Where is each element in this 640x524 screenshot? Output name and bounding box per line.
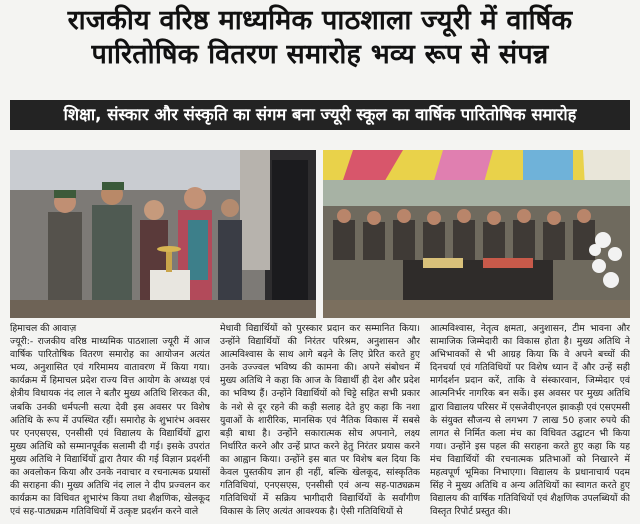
article-paragraph: आत्मविश्वास, नेतृत्व क्षमता, अनुशासन, टीम भावना और सामाजिक जिम्मेदारी का विकास होता है। मुख्य अतिथि ने अभिभावकों से भी आग्रह किया कि वे अपने बच्चों की दिनचर्या एवं गतिविधियों पर विशेष ध्यान दें और उन्हें सही मार्गदर्शन प्रदान करें, ताकि वे संस्कारवान, जिम्मेदार एवं आत्मनिर्भर नागरिक बन सकें। इस अवसर पर मुख्य अतिथि द्वारा विद्यालय परिसर में एसजेवीएनएल झाकड़ी एवं एसएमसी के संयुक्त सौजन्य से लगभग 7 लाख 50 हजार रुपये की लागत से निर्मित कला मंच का विधिवत उद्घाटन भी किया गया। उन्होंने इस पहल की सराहना करते हुए कहा कि यह मंच विद्यार्थियों की रचनात्मक प्रतिभाओं को निखारने में महत्वपूर्ण भूमिका निभाएगा। विद्यालय के प्रधानाचार्य पदम सिंह ने मुख्य अतिथि व अन्य अतिथियों का स्वागत करते हुए विद्यालय की वार्षिक गतिविधियों एवं शैक्षणिक उपलब्धियों की विस्तृत रिपोर्ट प्रस्तुत की। [430,323,630,518]
headline-line-1: राजकीय वरिष्ठ माध्यमिक पाठशाला ज्यूरी में वार्षिक [67,5,573,36]
article-paragraph: मेधावी विद्यार्थियों को पुरस्कार प्रदान कर सम्मानित किया। उन्होंने विद्यार्थियों की निरंतर परिश्रम, अनुशासन और आत्मविश्वास के साथ आगे बढ़ने के लिए प्रेरित करते हुए उनके उज्ज्वल भविष्य की कामना की। अपने संबोधन में मुख्य अतिथि ने कहा कि आज के विद्यार्थी ही देश और प्रदेश का भविष्य हैं। उन्होंने विद्यार्थियों को चिट्टे सहित सभी प्रकार के नशे से दूर रहने की कड़ी सलाह देते हुए कहा कि नशा युवाओं के शारीरिक, मानसिक एवं नैतिक विकास में सबसे बड़ी बाधा है। उन्होंने सकारात्मक सोच अपनाने, लक्ष्य निर्धारित करने और उन्हें प्राप्त करने हेतु निरंतर प्रयास करने का आह्वान किया। उन्होंने इस बात पर विशेष बल दिया कि केवल पुस्तकीय ज्ञान ही नहीं, बल्कि खेलकूद, सांस्कृतिक गतिविधियां, एनएसएस, एनसीसी एवं अन्य सह-पाठ्यक्रम गतिविधियों में सक्रिय भागीदारी विद्यार्थियों के सर्वांगीण विकास के लिए अत्यंत आवश्यक है। ऐसी गतिविधियों से [220,323,420,518]
article-column-3 [430,322,630,520]
article-column-1 [10,322,210,520]
article-column-2 [220,322,420,520]
photo-audience [323,150,630,318]
article-paragraph: ज्यूरी:- राजकीय वरिष्ठ माध्यमिक पाठशाला ज्यूरी में आज वार्षिक पारितोषिक वितरण समारोह का आयोजन अत्यंत भव्य, अनुशासित एवं गरिमामय वातावरण में किया गया। कार्यक्रम में हिमाचल प्रदेश राज्य वित्त आयोग के अध्यक्ष एवं क्षेत्रीय विधायक नंद लाल ने बतौर मुख्य अतिथि शिरकत की, जबकि उनकी धर्मपत्नी सत्या देवी इस अवसर पर विशेष अतिथि के रूप में उपस्थित रहीं। समारोह के शुभारंभ अवसर पर एनएसएस, एनसीसी एवं विद्यालय के विद्यार्थियों द्वारा मुख्य अतिथि को सम्मानपूर्वक सलामी दी गई। इसके उपरांत मुख्य अतिथि ने विद्यार्थियों द्वारा तैयार की गई विज्ञान प्रदर्शनी का अवलोकन किया और उनके नवाचार व रचनात्मक प्रयासों की सराहना की। मुख्य अतिथि नंद लाल ने दीप प्रज्वलन कर कार्यक्रम का विधिवत शुभारंभ किया तथा शैक्षणिक, खेलकूद एवं सह-पाठ्यक्रम गतिविधियों में उत्कृष्ट प्रदर्शन करने वाले [10,336,210,518]
article-body [10,322,630,520]
headline-line-2: पारितोषिक वितरण समारोह भव्य रूप से संपन्न [91,39,549,70]
photo-lamp-lighting [10,150,316,318]
subheadline-bar: शिक्षा, संस्कार और संस्कृति का संगम बना ज्यूरी स्कूल का वार्षिक पारितोषिक समारोह [10,100,630,130]
headline [10,4,630,72]
byline: हिमाचल की आवाज़ [10,323,77,334]
